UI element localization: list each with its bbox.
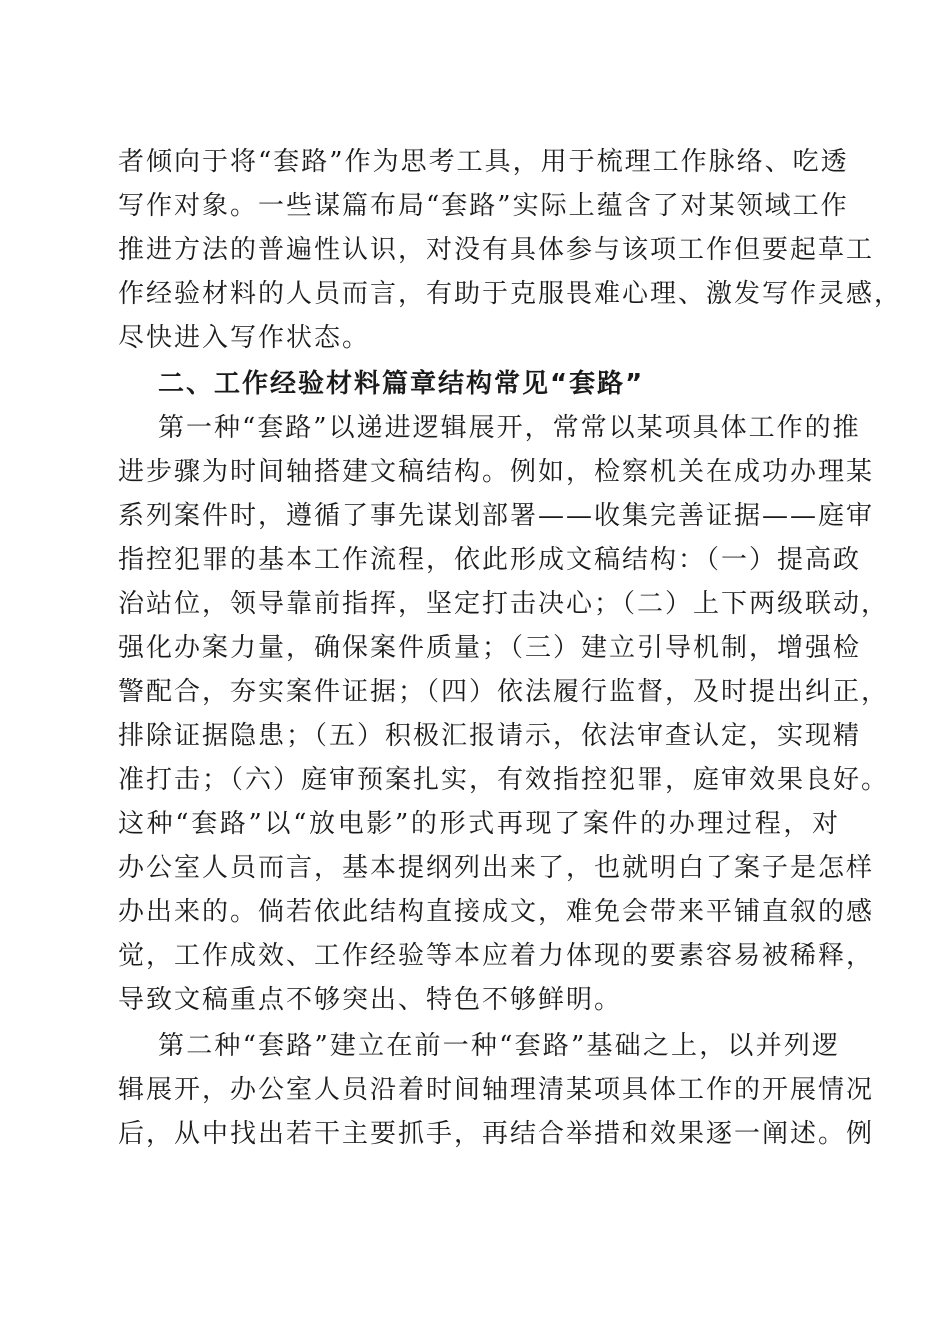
text-line: 者倾向于将“套路”作为思考工具，用于梳理工作脉络、吃透 [118, 147, 849, 177]
text-line: 尽快进入写作状态。 [118, 323, 371, 353]
text-line: 写作对象。一些谋篇布局“套路”实际上蕴含了对某领域工作 [118, 191, 849, 221]
text-line: 作经验材料的人员而言，有助于克服畏难心理、激发写作灵感， [118, 279, 903, 309]
text-line: 第一种“套路”以递进逻辑展开，常常以某项具体工作的推 [158, 413, 861, 443]
section-heading: 二、工作经验材料篇章结构常见“套路” [158, 369, 645, 399]
text-line: 进步骤为时间轴搭建文稿结构。例如，检察机关在成功办理某 [118, 457, 875, 487]
text-line: 觉，工作成效、工作经验等本应着力体现的要素容易被稀释， [118, 941, 875, 971]
text-line: 辑展开，办公室人员沿着时间轴理清某项具体工作的开展情况 [118, 1075, 875, 1105]
text-line: 排除证据隐患；（五）积极汇报请示，依法审查认定，实现精 [118, 721, 862, 751]
text-line: 指控犯罪的基本工作流程，依此形成文稿结构：（一）提高政 [118, 545, 862, 575]
text-line: 治站位，领导靠前指挥，坚定打击决心；（二）上下两级联动， [118, 589, 890, 619]
paragraph-3 [118, 1024, 875, 1156]
text-line: 强化办案力量，确保案件质量；（三）建立引导机制，增强检 [118, 633, 862, 663]
text-line: 警配合，夯实案件证据；（四）依法履行监督，及时提出纠正， [118, 677, 890, 707]
text-line: 办公室人员而言，基本提纲列出来了，也就明白了案子是怎样 [118, 853, 875, 883]
text-line: 这种“套路”以“放电影”的形式再现了案件的办理过程，对 [118, 809, 840, 839]
text-line: 系列案件时，遵循了事先谋划部署——收集完善证据——庭审 [118, 501, 875, 531]
text-line: 第二种“套路”建立在前一种“套路”基础之上，以并列逻 [158, 1031, 840, 1061]
text-line: 推进方法的普遍性认识，对没有具体参与该项工作但要起草工 [118, 235, 875, 265]
text-line: 后，从中找出若干主要抓手，再结合举措和效果逐一阐述。例 [118, 1119, 875, 1149]
text-line: 导致文稿重点不够突出、特色不够鲜明。 [118, 985, 623, 1015]
document-page [118, 140, 903, 1156]
paragraph-2 [118, 406, 890, 1022]
text-line: 准打击；（六）庭审预案扎实，有效指控犯罪，庭审效果良好。 [118, 765, 890, 795]
paragraph-1 [118, 140, 903, 360]
text-line: 办出来的。倘若依此结构直接成文，难免会带来平铺直叙的感 [118, 897, 875, 927]
